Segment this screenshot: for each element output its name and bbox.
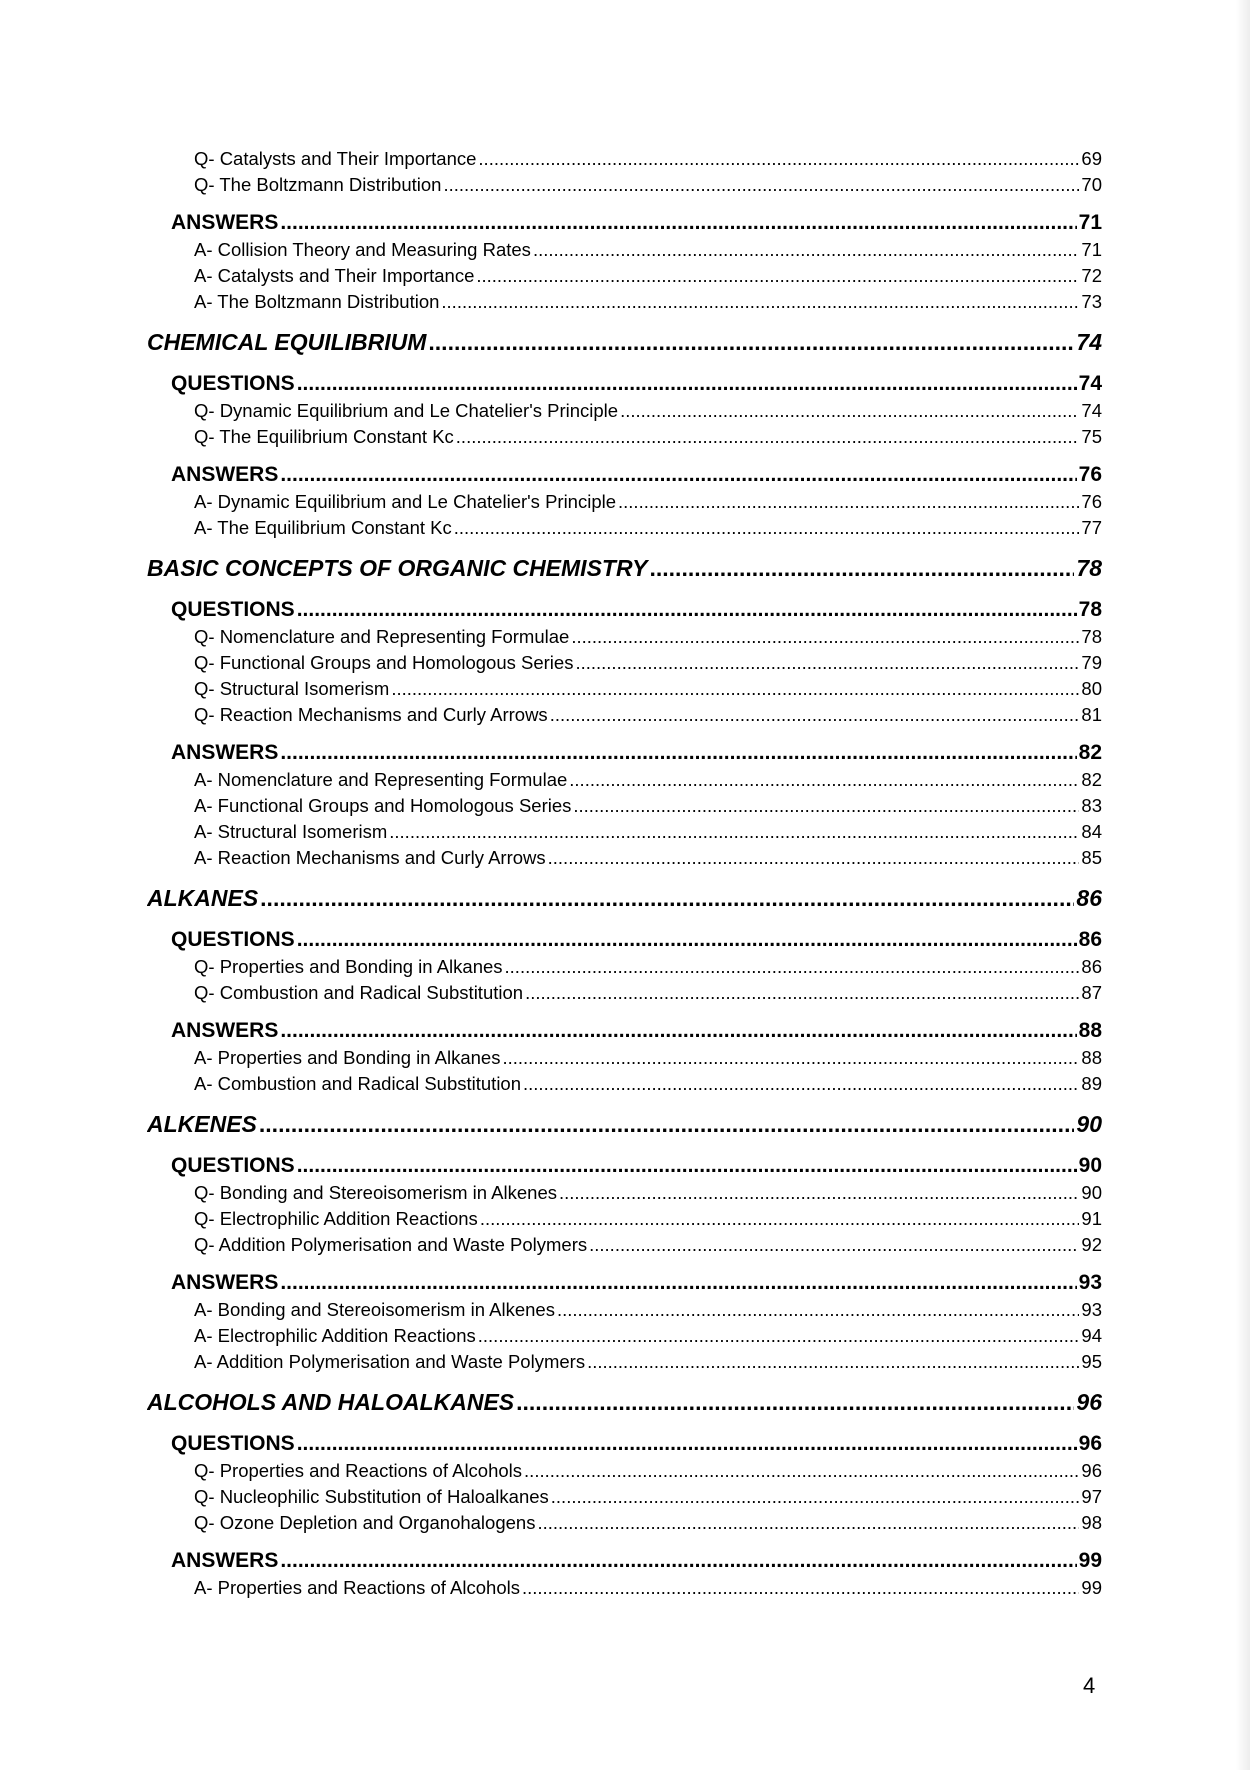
toc-entry-title: A- The Equilibrium Constant Kc	[194, 515, 452, 541]
toc-entry-row[interactable]	[147, 980, 1102, 1006]
toc-entry-page: 73	[1081, 289, 1102, 315]
toc-entry-row[interactable]	[147, 1045, 1102, 1071]
toc-entry-row[interactable]	[147, 1180, 1102, 1206]
dot-leader	[280, 1546, 1076, 1575]
dot-leader	[297, 595, 1077, 624]
toc-sub-row[interactable]	[147, 369, 1102, 398]
toc-chapter-page: 86	[1076, 881, 1102, 915]
toc-chapter-title: CHEMICAL EQUILIBRIUM	[147, 325, 426, 359]
toc-entry-title: A- Combustion and Radical Substitution	[194, 1071, 521, 1097]
dot-leader	[573, 793, 1079, 819]
toc-entry-row[interactable]	[147, 1323, 1102, 1349]
toc-entry-row[interactable]	[147, 767, 1102, 793]
toc-chapter-row[interactable]	[147, 1385, 1102, 1419]
toc-sub-page: 82	[1079, 738, 1102, 767]
dot-leader	[297, 1151, 1077, 1180]
toc-chapter-row[interactable]	[147, 881, 1102, 915]
dot-leader	[502, 1045, 1079, 1071]
toc-chapter-page: 96	[1076, 1385, 1102, 1419]
toc-sub-page: 93	[1079, 1268, 1102, 1297]
toc-entry-title: Q- Nucleophilic Substitution of Haloalkanes	[194, 1484, 549, 1510]
toc-sub-row[interactable]	[147, 1151, 1102, 1180]
dot-leader	[259, 1107, 1075, 1141]
page-number: 4	[1083, 1673, 1096, 1698]
toc-entry-row[interactable]	[147, 1575, 1102, 1601]
toc-entry-row[interactable]	[147, 819, 1102, 845]
dot-leader	[557, 1297, 1079, 1323]
toc-sub-page: 78	[1079, 595, 1102, 624]
toc-entry-row[interactable]	[147, 676, 1102, 702]
dot-leader	[587, 1349, 1079, 1375]
toc-entry-page: 78	[1081, 624, 1102, 650]
dot-leader	[478, 1323, 1080, 1349]
dot-leader	[516, 1385, 1074, 1419]
toc-entry-title: Q- Bonding and Stereoisomerism in Alkenes	[194, 1180, 557, 1206]
toc-sub-page: 86	[1079, 925, 1102, 954]
toc-sub-row[interactable]	[147, 925, 1102, 954]
toc-sub-title: ANSWERS	[171, 1016, 278, 1045]
dot-leader	[575, 650, 1079, 676]
toc-sub-page: 96	[1079, 1429, 1102, 1458]
toc-entry-title: A- Properties and Bonding in Alkanes	[194, 1045, 500, 1071]
toc-sub-title: QUESTIONS	[171, 925, 295, 954]
toc-entry-title: Q- The Boltzmann Distribution	[194, 172, 441, 198]
toc-entry-page: 83	[1081, 793, 1102, 819]
toc-chapter-page: 74	[1076, 325, 1102, 359]
toc-entry-row[interactable]	[147, 263, 1102, 289]
toc-chapter-title: BASIC CONCEPTS OF ORGANIC CHEMISTRY	[147, 551, 648, 585]
dot-leader	[260, 881, 1074, 915]
dot-leader	[551, 1484, 1080, 1510]
toc-entry-page: 70	[1081, 172, 1102, 198]
toc-entry-row[interactable]	[147, 172, 1102, 198]
dot-leader	[522, 1575, 1079, 1601]
dot-leader	[533, 237, 1079, 263]
toc-entry-title: Q- Addition Polymerisation and Waste Polymers	[194, 1232, 587, 1258]
toc-entry-page: 91	[1081, 1206, 1102, 1232]
dot-leader	[525, 980, 1079, 1006]
toc-entry-page: 69	[1081, 146, 1102, 172]
toc-entry-page: 98	[1081, 1510, 1102, 1536]
toc-sub-title: ANSWERS	[171, 1268, 278, 1297]
toc-entry-page: 87	[1081, 980, 1102, 1006]
toc-entry-title: A- Dynamic Equilibrium and Le Chatelier's Principle	[194, 489, 616, 515]
toc-chapter-row[interactable]	[147, 551, 1102, 585]
dot-leader	[569, 767, 1079, 793]
dot-leader	[559, 1180, 1079, 1206]
toc-entry-title: A- Functional Groups and Homologous Series	[194, 793, 571, 819]
toc-entry-row[interactable]	[147, 624, 1102, 650]
dot-leader	[443, 172, 1079, 198]
toc-entry-page: 80	[1081, 676, 1102, 702]
toc-entry-title: A- Electrophilic Addition Reactions	[194, 1323, 476, 1349]
toc-entry-title: Q- Electrophilic Addition Reactions	[194, 1206, 478, 1232]
toc-entry-row[interactable]	[147, 398, 1102, 424]
toc-entry-page: 93	[1081, 1297, 1102, 1323]
toc-entry-title: Q- Combustion and Radical Substitution	[194, 980, 523, 1006]
toc-entry-row[interactable]	[147, 954, 1102, 980]
dot-leader	[620, 398, 1079, 424]
dot-leader	[537, 1510, 1079, 1536]
dot-leader	[456, 424, 1080, 450]
toc-entry-row[interactable]	[147, 1297, 1102, 1323]
toc-entry-title: A- Nomenclature and Representing Formulae	[194, 767, 567, 793]
toc-entry-title: A- Bonding and Stereoisomerism in Alkenes	[194, 1297, 555, 1323]
toc-entry-row[interactable]	[147, 1349, 1102, 1375]
dot-leader	[523, 1071, 1079, 1097]
toc-entry-row[interactable]	[147, 793, 1102, 819]
toc-sub-page: 76	[1079, 460, 1102, 489]
dot-leader	[389, 819, 1079, 845]
toc-entry-title: Q- Dynamic Equilibrium and Le Chatelier's Principle	[194, 398, 618, 424]
toc-sub-page: 71	[1079, 208, 1102, 237]
dot-leader	[589, 1232, 1079, 1258]
toc-sub-row[interactable]	[147, 1546, 1102, 1575]
toc-entry-title: A- Catalysts and Their Importance	[194, 263, 474, 289]
toc-chapter-page: 78	[1076, 551, 1102, 585]
toc-entry-title: A- Properties and Reactions of Alcohols	[194, 1575, 520, 1601]
dot-leader	[524, 1458, 1079, 1484]
toc-entry-title: A- Reaction Mechanisms and Curly Arrows	[194, 845, 546, 871]
toc-sub-row[interactable]	[147, 1429, 1102, 1458]
dot-leader	[505, 954, 1080, 980]
toc-entry-title: Q- The Equilibrium Constant Kc	[194, 424, 454, 450]
toc-sub-title: QUESTIONS	[171, 595, 295, 624]
toc-entry-page: 85	[1081, 845, 1102, 871]
toc-sub-row[interactable]	[147, 1016, 1102, 1045]
toc-sub-title: QUESTIONS	[171, 1151, 295, 1180]
toc-sub-title: ANSWERS	[171, 208, 278, 237]
dot-leader	[441, 289, 1079, 315]
dot-leader	[428, 325, 1074, 359]
toc-entry-page: 88	[1081, 1045, 1102, 1071]
toc-entry-row[interactable]	[147, 845, 1102, 871]
toc-entry-row[interactable]	[147, 702, 1102, 728]
toc-entry-title: A- The Boltzmann Distribution	[194, 289, 439, 315]
dot-leader	[618, 489, 1079, 515]
toc-entry-row[interactable]	[147, 1510, 1102, 1536]
toc-entry-row[interactable]	[147, 1458, 1102, 1484]
dot-leader	[280, 208, 1076, 237]
toc-sub-row[interactable]	[147, 208, 1102, 237]
dot-leader	[480, 1206, 1080, 1232]
toc-entry-page: 97	[1081, 1484, 1102, 1510]
toc-entry-page: 95	[1081, 1349, 1102, 1375]
toc-entry-page: 81	[1081, 702, 1102, 728]
toc-entry-row[interactable]	[147, 515, 1102, 541]
toc-sub-title: QUESTIONS	[171, 1429, 295, 1458]
dot-leader	[476, 263, 1079, 289]
toc-sub-page: 90	[1079, 1151, 1102, 1180]
toc-sub-title: ANSWERS	[171, 738, 278, 767]
toc-entry-title: Q- Properties and Reactions of Alcohols	[194, 1458, 522, 1484]
toc-entry-page: 92	[1081, 1232, 1102, 1258]
toc-entry-title: A- Structural Isomerism	[194, 819, 387, 845]
toc-entry-page: 76	[1081, 489, 1102, 515]
toc-sub-row[interactable]	[147, 460, 1102, 489]
toc-entry-row[interactable]	[147, 424, 1102, 450]
toc-entry-row[interactable]	[147, 146, 1102, 172]
dot-leader	[391, 676, 1079, 702]
toc-entry-page: 77	[1081, 515, 1102, 541]
dot-leader	[478, 146, 1079, 172]
toc-chapter-title: ALCOHOLS AND HALOALKANES	[147, 1385, 514, 1419]
toc-entry-row[interactable]	[147, 289, 1102, 315]
toc-entry-title: Q- Structural Isomerism	[194, 676, 389, 702]
toc-entry-page: 89	[1081, 1071, 1102, 1097]
toc-entry-title: Q- Nomenclature and Representing Formulae	[194, 624, 569, 650]
toc-entry-row[interactable]	[147, 1206, 1102, 1232]
toc-chapter-row[interactable]	[147, 325, 1102, 359]
toc-chapter-title: ALKENES	[147, 1107, 257, 1141]
toc-entry-page: 82	[1081, 767, 1102, 793]
toc-entry-title: Q- Properties and Bonding in Alkanes	[194, 954, 503, 980]
toc-entry-row[interactable]	[147, 650, 1102, 676]
toc-entry-page: 94	[1081, 1323, 1102, 1349]
toc-entry-title: Q- Ozone Depletion and Organohalogens	[194, 1510, 535, 1536]
toc-entry-page: 79	[1081, 650, 1102, 676]
page-edge-shadow	[1236, 0, 1250, 1770]
dot-leader	[454, 515, 1080, 541]
table-of-contents	[147, 146, 1102, 1601]
dot-leader	[280, 460, 1076, 489]
toc-entry-title: Q- Reaction Mechanisms and Curly Arrows	[194, 702, 548, 728]
dot-leader	[548, 845, 1080, 871]
toc-entry-page: 74	[1081, 398, 1102, 424]
toc-sub-page: 74	[1079, 369, 1102, 398]
toc-entry-title: Q- Functional Groups and Homologous Series	[194, 650, 573, 676]
toc-sub-page: 99	[1079, 1546, 1102, 1575]
toc-entry-page: 99	[1081, 1575, 1102, 1601]
dot-leader	[571, 624, 1079, 650]
toc-sub-page: 88	[1079, 1016, 1102, 1045]
toc-entry-page: 84	[1081, 819, 1102, 845]
dot-leader	[280, 738, 1076, 767]
toc-entry-row[interactable]	[147, 1071, 1102, 1097]
toc-entry-page: 90	[1081, 1180, 1102, 1206]
toc-sub-title: ANSWERS	[171, 460, 278, 489]
dot-leader	[297, 1429, 1077, 1458]
dot-leader	[280, 1016, 1076, 1045]
toc-sub-title: ANSWERS	[171, 1546, 278, 1575]
dot-leader	[280, 1268, 1076, 1297]
toc-sub-title: QUESTIONS	[171, 369, 295, 398]
toc-chapter-page: 90	[1076, 1107, 1102, 1141]
toc-chapter-title: ALKANES	[147, 881, 258, 915]
dot-leader	[550, 702, 1080, 728]
toc-entry-title: A- Addition Polymerisation and Waste Polymers	[194, 1349, 585, 1375]
toc-entry-row[interactable]	[147, 1232, 1102, 1258]
toc-entry-row[interactable]	[147, 237, 1102, 263]
toc-entry-page: 96	[1081, 1458, 1102, 1484]
toc-entry-page: 71	[1081, 237, 1102, 263]
dot-leader	[297, 925, 1077, 954]
dot-leader	[297, 369, 1077, 398]
toc-sub-row[interactable]	[147, 1268, 1102, 1297]
toc-entry-page: 75	[1081, 424, 1102, 450]
toc-sub-row[interactable]	[147, 738, 1102, 767]
toc-entry-title: A- Collision Theory and Measuring Rates	[194, 237, 531, 263]
toc-chapter-row[interactable]	[147, 1107, 1102, 1141]
toc-entry-page: 86	[1081, 954, 1102, 980]
toc-entry-page: 72	[1081, 263, 1102, 289]
toc-entry-row[interactable]	[147, 1484, 1102, 1510]
toc-sub-row[interactable]	[147, 595, 1102, 624]
toc-entry-title: Q- Catalysts and Their Importance	[194, 146, 476, 172]
toc-entry-row[interactable]	[147, 489, 1102, 515]
dot-leader	[650, 551, 1075, 585]
